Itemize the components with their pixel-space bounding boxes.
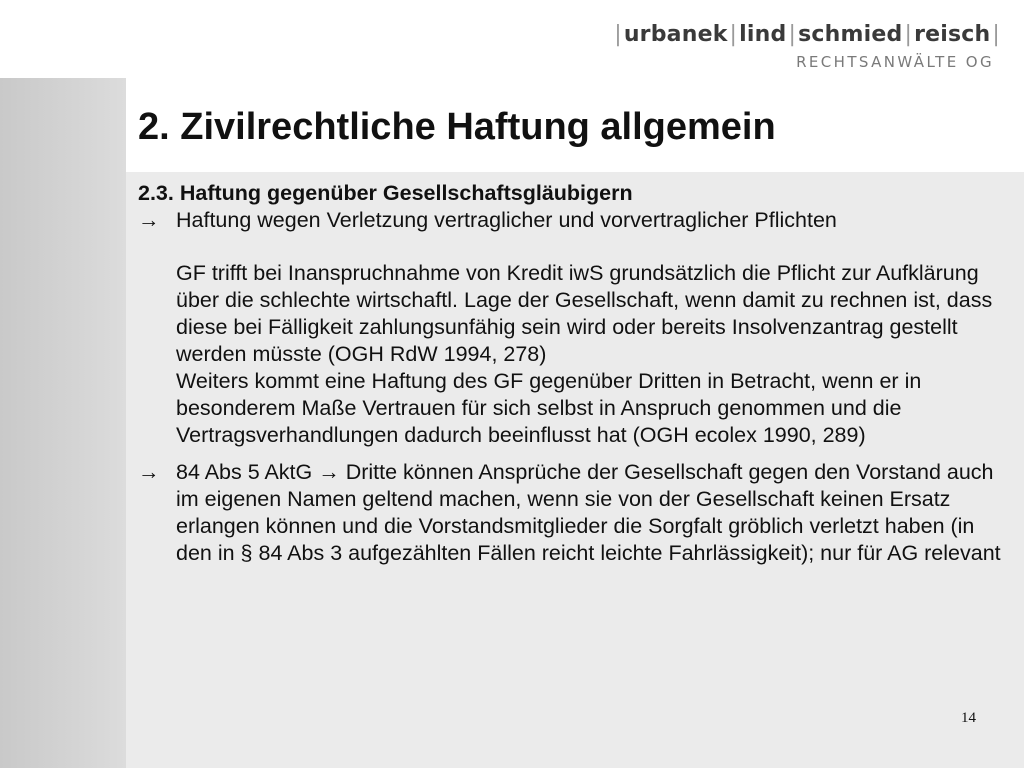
logo-separator: | [788,22,797,47]
logo-subtitle: RECHTSANWÄLTE OG [796,53,994,71]
bullet-item [138,207,1008,234]
firm-logo [612,22,1002,71]
logo-separator: | [614,22,622,47]
section-subheading: 2.3. Haftung gegenüber Gesellschaftsgläubigern [138,181,633,205]
arrow-icon: → [138,460,160,484]
bullet-item [138,459,1008,567]
logo-separator: | [992,22,1000,47]
bullet-text: Haftung wegen Verletzung vertraglicher und vorvertraglicher Pflichten [176,208,837,232]
bullet-text: 84 Abs 5 AktG → Dritte können Ansprüche der Gesellschaft gegen den Vorstand auch im eigenen Namen geltend machen, wenn sie von der Gesellschaft keinen Ersatz erlangen können und die Vorstandsmitglieder die Sorgfalt gröblich verletzt haben (in den in § 84 Abs 3 aufgezählten Fällen reicht leichte Fahrlässigkeit); nur für AG relevant [176,460,1001,565]
spacer [138,449,1008,459]
logo-name-schmied: schmied [798,22,903,47]
logo-separator: | [729,22,738,47]
logo-names [612,22,1002,47]
spacer [138,234,1008,260]
logo-name-lind: lind [739,22,787,47]
arrow-icon: → [138,208,160,232]
slide-title: 2. Zivilrechtliche Haftung allgemein [138,106,776,148]
page-number: 14 [961,710,976,726]
paragraph-kredit: GF trifft bei Inanspruchnahme von Kredit iwS grundsätzlich die Pflicht zur Aufklärung über die schlechte wirtschaftl. Lage der Gesellschaft, wenn damit zu rechnen ist, dass diese bei Fälligkeit zahlungsunfähig sein wird oder bereits Insolvenzantrag gestellt werden müsste (OGH RdW 1994, 278) [176,261,993,366]
left-decorative-bar [0,78,126,768]
logo-name-urbanek: urbanek [623,22,728,47]
slide-body [138,180,1008,567]
paragraph-vertrauen: Weiters kommt eine Haftung des GF gegenüber Dritten in Betracht, wenn er in besonderem Maße Vertrauen für sich selbst in Anspruch genommen und die Vertragsverhandlungen dadurch beeinflusst hat (OGH ecolex 1990, 289) [176,369,922,447]
logo-separator: | [904,22,913,47]
logo-name-reisch: reisch [914,22,991,47]
